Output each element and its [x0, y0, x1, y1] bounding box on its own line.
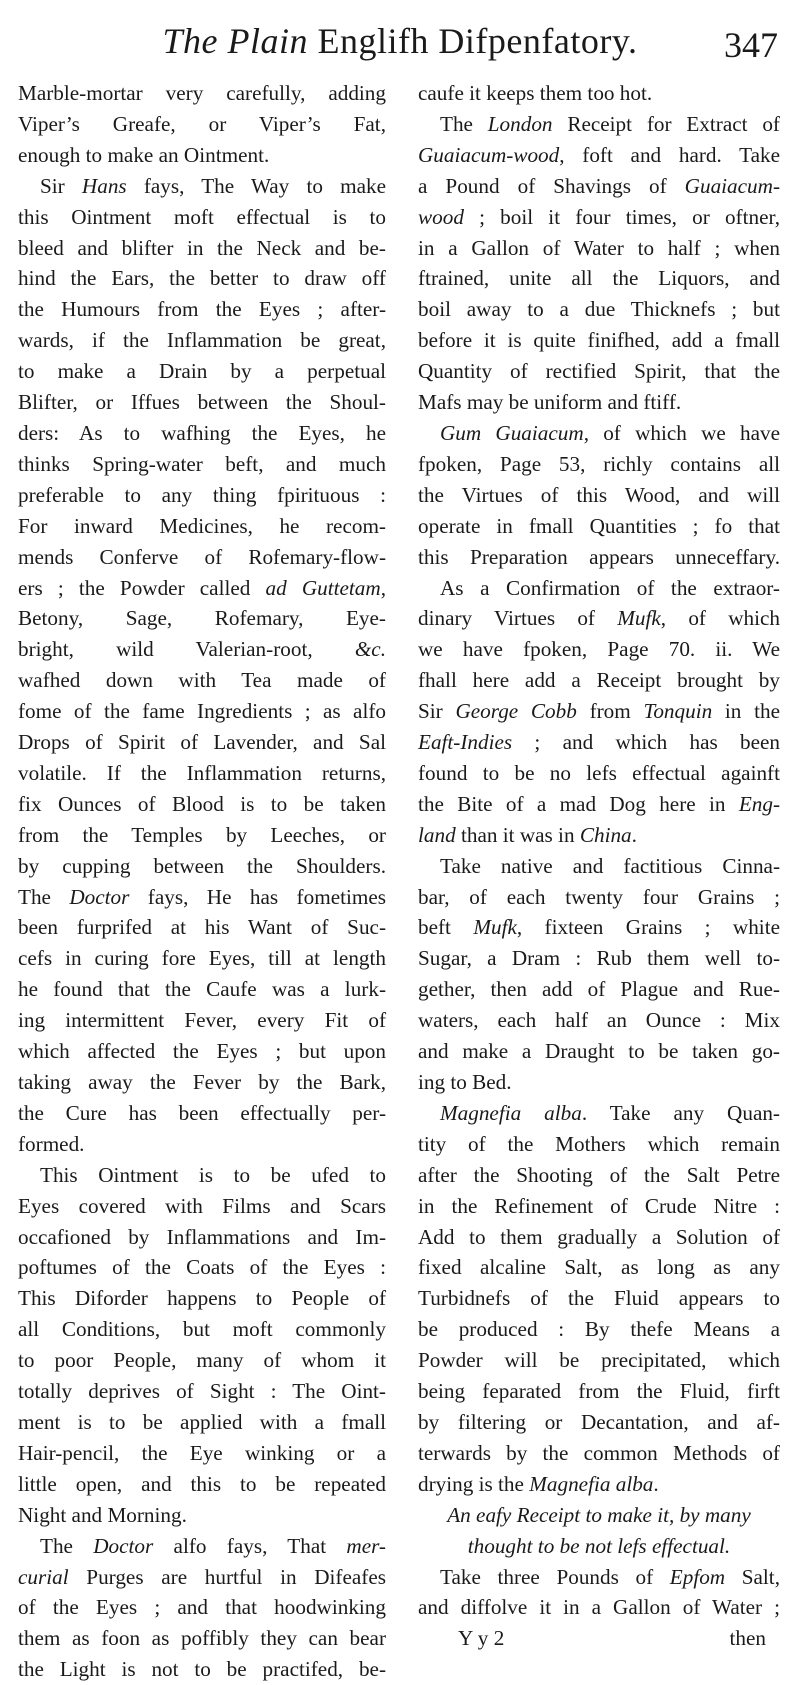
left-column-line: curial Purges are hurtful in Difeafes: [18, 1564, 386, 1589]
right-column-line: thought to be not lefs effectual.: [467, 1533, 731, 1558]
left-column-line: this Ointment moft effectual is to: [18, 204, 386, 229]
left-column-line: Hair-pencil, the Eye winking or a: [18, 1440, 386, 1465]
right-column-line: the Bite of a mad Dog here in Eng-: [418, 791, 780, 816]
left-column-line: ing intermittent Fever, every Fit of: [18, 1008, 386, 1033]
right-column-line: As a Confirmation of the extraor-: [440, 575, 780, 600]
left-column-line: he found that the Caufe was a lurk-: [18, 977, 386, 1002]
right-column-line: boil away to a due Thicknefs ; but: [418, 297, 780, 322]
left-column-line: Betony, Sage, Rofemary, Eye-: [18, 606, 386, 631]
left-column-line: the Light is not to be practifed, be-: [18, 1657, 386, 1682]
right-column-line: ftrained, unite all the Liquors, and: [418, 266, 780, 291]
right-column-line: tity of the Mothers which remain: [418, 1131, 780, 1156]
right-column-line: Turbidnefs of the Fluid appears to: [418, 1286, 780, 1311]
right-column-line: Sir George Cobb from Tonquin in the: [418, 699, 780, 724]
right-column-line: a Pound of Shavings of Guaiacum-: [418, 173, 780, 198]
right-column-line: beft Mufk, fixteen Grains ; white: [418, 915, 780, 940]
right-column-line: operate in fmall Quantities ; fo that: [418, 513, 780, 538]
left-text-column: [18, 78, 386, 1685]
left-column-line: This Ointment is to be ufed to: [40, 1162, 386, 1187]
left-column-line: Sir Hans fays, The Way to make: [40, 173, 386, 198]
right-column-line: Magnefia alba. Take any Quan-: [440, 1100, 780, 1125]
footer-line: [418, 1623, 780, 1654]
left-column-line: been furprifed at his Want of Suc-: [18, 915, 386, 940]
left-column-line: mends Conferve of Rofemary-flow-: [18, 544, 386, 569]
left-column-line: formed.: [18, 1131, 85, 1156]
left-column-line: volatile. If the Inflammation returns,: [18, 760, 386, 785]
right-column-line: fixed alcaline Salt, as long as any: [418, 1255, 780, 1280]
left-column-line: thinks Spring-water beft, and much: [18, 451, 386, 476]
right-column-line: Mafs may be uniform and ftiff.: [418, 390, 682, 415]
right-column-line: in the Refinement of Crude Nitre :: [418, 1193, 780, 1218]
right-column-line: fpoken, Page 53, richly contains all: [418, 451, 780, 476]
left-column-line: wards, if the Inflammation be great,: [18, 328, 386, 353]
right-column-line: before it is quite finifhed, add a fmall: [418, 328, 780, 353]
left-column-line: ders: As to wafhing the Eyes, he: [18, 420, 386, 445]
left-column-line: to make a Drain by a perpetual: [18, 359, 386, 384]
right-column-line: after the Shooting of the Salt Petre: [418, 1162, 780, 1187]
right-column-line: The London Receipt for Extract of: [440, 111, 780, 136]
left-column-line: which affected the Eyes ; but upon: [18, 1039, 386, 1064]
right-column-line: by filtering or Decantation, and af-: [418, 1409, 780, 1434]
right-column-line: in a Gallon of Water to half ; when: [418, 235, 780, 260]
right-column-line: Take native and factitious Cinna-: [440, 853, 780, 878]
right-column-line: fhall here add a Receipt brought by: [418, 668, 780, 693]
left-column-line: ment is to be applied with a fmall: [18, 1409, 386, 1434]
left-column-line: The Doctor fays, He has fometimes: [18, 884, 386, 909]
left-column-line: totally deprives of Sight : The Oint-: [18, 1379, 386, 1404]
right-column-line: drying is the Magnefia alba.: [418, 1471, 659, 1496]
right-column-line: Gum Guaiacum, of which we have: [440, 420, 780, 445]
running-title: [0, 20, 800, 62]
left-column-line: wafhed down with Tea made of: [18, 668, 386, 693]
right-column-line: ing to Bed.: [418, 1070, 512, 1094]
left-column-line: cefs in curing fore Eyes, till at length: [18, 946, 386, 971]
right-column-line: Sugar, a Dram : Rub them well to-: [418, 946, 780, 971]
right-column-line: terwards by the common Methods of: [418, 1440, 780, 1465]
left-column-line: them as foon as poffibly they can bear: [18, 1626, 386, 1651]
right-column-line: and diffolve it in a Gallon of Water ;: [418, 1595, 780, 1620]
right-column-line: gether, then add of Plague and Rue-: [418, 977, 780, 1002]
right-column-line: land than it was in China.: [418, 822, 637, 847]
right-column-line: wood ; boil it four times, or oftner,: [418, 204, 780, 229]
left-column-line: preferable to any thing fpirituous :: [18, 482, 386, 507]
right-column-line: we have fpoken, Page 70. ii. We: [418, 637, 780, 662]
left-column-line: For inward Medicines, he recom-: [18, 513, 386, 538]
right-column-line: found to be no lefs effectual againft: [418, 760, 780, 785]
left-column-line: Drops of Spirit of Lavender, and Sal: [18, 730, 386, 755]
left-column-line: enough to make an Ointment.: [18, 142, 270, 167]
running-title-roman: Englifh Difpenfatory.: [317, 21, 638, 61]
left-column-line: to poor People, many of whom it: [18, 1348, 386, 1373]
left-column-line: Blifter, or Iffues between the Shoul-: [18, 390, 386, 415]
right-column-line: Quantity of rectified Spirit, that the: [418, 359, 780, 384]
left-column-line: the Humours from the Eyes ; after-: [18, 297, 386, 322]
left-column-line: bleed and blifter in the Neck and be-: [18, 235, 386, 260]
right-column-line: this Preparation appears unneceffary.: [418, 544, 780, 569]
left-column-line: Viper’s Greafe, or Viper’s Fat,: [18, 111, 386, 136]
left-column-line: taking away the Fever by the Bark,: [18, 1070, 386, 1094]
right-column-line: being feparated from the Fluid, firft: [418, 1379, 780, 1404]
left-column-line: all Conditions, but moft commonly: [18, 1317, 386, 1342]
right-column-line: Powder will be precipitated, which: [418, 1348, 780, 1373]
left-column-line: Night and Morning.: [18, 1502, 187, 1527]
running-header: [0, 10, 800, 76]
left-column-line: bright, wild Valerian-root, &c.: [18, 637, 386, 662]
right-column-line: the Virtues of this Wood, and will: [418, 482, 780, 507]
right-column-line: Guaiacum-wood, foft and hard. Take: [418, 142, 780, 167]
right-column-line: waters, each half an Ounce : Mix: [418, 1008, 780, 1033]
page-number: 347: [724, 25, 778, 65]
left-column-line: Eyes covered with Films and Scars: [18, 1193, 386, 1218]
left-column-line: The Doctor alfo fays, That mer-: [40, 1533, 386, 1558]
right-column-line: An eafy Receipt to make it, by many: [447, 1502, 751, 1527]
right-column-line: Add to them gradually a Solution of: [418, 1224, 780, 1249]
left-column-line: of the Eyes ; and that hoodwinking: [18, 1595, 386, 1620]
left-column-line: by cupping between the Shoulders.: [18, 853, 386, 878]
left-column-line: hind the Ears, the better to draw off: [18, 266, 386, 291]
catchword: then: [729, 1626, 766, 1651]
right-column-line: dinary Virtues of Mufk, of which: [418, 606, 780, 631]
right-text-column: [418, 78, 780, 1654]
right-column-line: Take three Pounds of Epfom Salt,: [440, 1564, 780, 1589]
left-column-line: ers ; the Powder called ad Guttetam,: [18, 575, 386, 600]
left-column-line: from the Temples by Leeches, or: [18, 822, 386, 847]
right-column-line: and make a Draught to be taken go-: [418, 1039, 780, 1064]
right-column-line: bar, of each twenty four Grains ;: [418, 884, 780, 909]
left-column-line: the Cure has been effectually per-: [18, 1100, 386, 1125]
left-column-line: Marble-mortar very carefully, adding: [18, 81, 386, 105]
running-title-italic: The Plain: [162, 21, 308, 61]
left-column-line: fome of the fame Ingredients ; as alfo: [18, 699, 386, 724]
left-column-line: occafioned by Inflammations and Im-: [18, 1224, 386, 1249]
left-column-line: poftumes of the Coats of the Eyes :: [18, 1255, 386, 1280]
left-column-line: little open, and this to be repeated: [18, 1471, 386, 1496]
signature-mark: Y y 2: [458, 1626, 505, 1651]
right-column-line: Eaft-Indies ; and which has been: [418, 730, 780, 755]
right-column-line: be produced : By thefe Means a: [418, 1317, 780, 1342]
right-column-line: caufe it keeps them too hot.: [418, 81, 653, 105]
left-column-line: This Diforder happens to People of: [18, 1286, 386, 1311]
left-column-line: fix Ounces of Blood is to be taken: [18, 791, 386, 816]
